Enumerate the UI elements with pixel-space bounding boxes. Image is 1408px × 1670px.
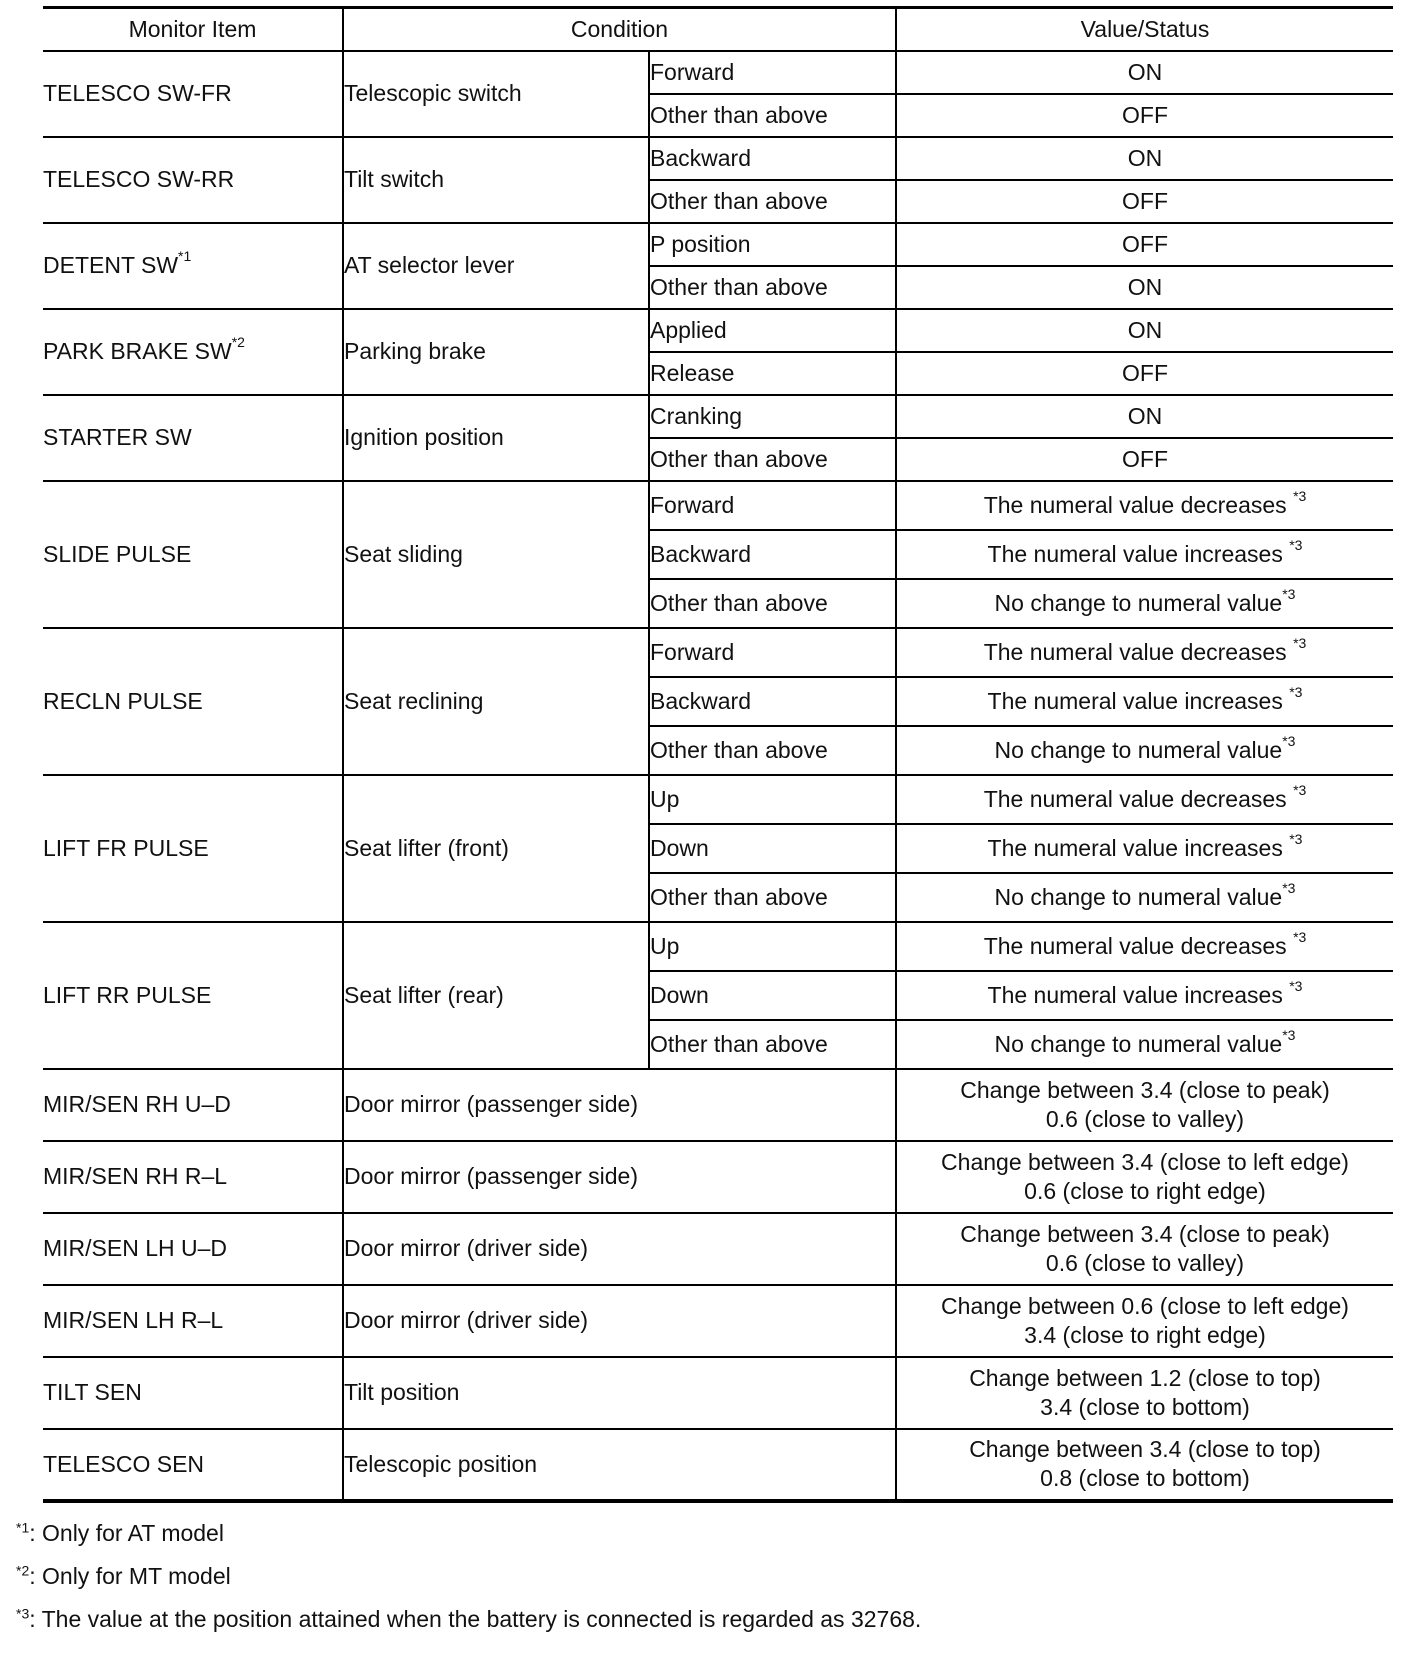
footnote-text: : Only for AT model: [29, 1520, 224, 1546]
sub-condition-cell: Up: [649, 922, 896, 971]
value-status-cell: [896, 180, 1393, 223]
monitor-item-cell: MIR/SEN RH U–D: [43, 1069, 343, 1141]
value-line: 0.6 (close to right edge): [1024, 1177, 1266, 1204]
sub-condition-cell: Other than above: [649, 579, 896, 628]
value-text: No change to numeral value: [994, 589, 1283, 616]
condition-cell: Telescopic switch: [343, 51, 649, 137]
table-row: [43, 481, 1393, 530]
footnote-mark: *3: [1282, 879, 1296, 896]
sub-condition-cell: P position: [649, 223, 896, 266]
value-text: The numeral value decreases: [983, 785, 1294, 812]
sub-condition-cell: Backward: [649, 530, 896, 579]
monitor-item-cell: [43, 481, 343, 628]
value-text: The numeral value decreases: [983, 638, 1294, 665]
value-line: Change between 3.4 (close to left edge): [941, 1148, 1349, 1175]
value-line: Change between 3.4 (close to peak): [960, 1220, 1330, 1247]
value-line: 0.6 (close to valley): [1045, 1249, 1245, 1276]
footnote-mark: *1: [178, 248, 192, 265]
table-row: [43, 309, 1393, 352]
value-text: No change to numeral value: [994, 1030, 1283, 1057]
value-text: ON: [1127, 58, 1163, 85]
value-line: 3.4 (close to bottom): [1040, 1393, 1250, 1420]
table-row: [43, 223, 1393, 266]
sub-condition-cell: Cranking: [649, 395, 896, 438]
condition-cell: Seat sliding: [343, 481, 649, 628]
value-text: No change to numeral value: [994, 736, 1283, 763]
monitor-item-cell: MIR/SEN LH R–L: [43, 1285, 343, 1357]
condition-cell: Ignition position: [343, 395, 649, 481]
monitor-item-cell: [43, 775, 343, 922]
sub-condition-cell: Backward: [649, 677, 896, 726]
footnote-mark: *3: [1289, 977, 1303, 994]
table-row: [43, 775, 1393, 824]
table-row: [43, 1069, 1393, 1141]
value-text: OFF: [1122, 445, 1168, 472]
value-line: Change between 3.4 (close to peak): [960, 1076, 1330, 1103]
sub-condition-cell: Up: [649, 775, 896, 824]
monitor-item-cell: [43, 137, 343, 223]
value-line: 0.6 (close to valley): [1045, 1105, 1245, 1132]
value-status-cell: [896, 438, 1393, 481]
footnote-mark: *3: [1282, 585, 1296, 602]
footnote-mark: *3: [16, 1605, 30, 1622]
value-status-cell: [896, 51, 1393, 94]
value-status-cell: [896, 352, 1393, 395]
sub-condition-cell: Other than above: [649, 873, 896, 922]
sub-condition-cell: Other than above: [649, 266, 896, 309]
sub-condition-cell: Backward: [649, 137, 896, 180]
sub-condition-cell: Forward: [649, 51, 896, 94]
monitor-item-cell: [43, 922, 343, 1069]
sub-condition-cell: Down: [649, 971, 896, 1020]
header-monitor-item: Monitor Item: [43, 8, 343, 51]
condition-cell: AT selector lever: [343, 223, 649, 309]
condition-cell: Tilt switch: [343, 137, 649, 223]
value-text: ON: [1127, 144, 1163, 171]
value-text: ON: [1127, 273, 1163, 300]
value-text: The numeral value increases: [987, 981, 1290, 1008]
footnote-mark: *1: [16, 1519, 30, 1536]
table-body: [43, 51, 1393, 1501]
value-text: The numeral value decreases: [983, 491, 1294, 518]
value-status-cell: [896, 1141, 1393, 1213]
value-status-cell: [896, 94, 1393, 137]
value-status-cell: [896, 873, 1393, 922]
sub-condition-cell: Release: [649, 352, 896, 395]
monitor-item-label: RECLN PULSE: [43, 687, 203, 714]
value-status-cell: [896, 579, 1393, 628]
monitor-item-cell: TILT SEN: [43, 1357, 343, 1429]
footnote-mark: *3: [1282, 732, 1296, 749]
monitor-item-cell: MIR/SEN LH U–D: [43, 1213, 343, 1285]
monitor-item-cell: TELESCO SEN: [43, 1429, 343, 1501]
monitor-item-cell: [43, 51, 343, 137]
value-status-cell: [896, 395, 1393, 438]
sub-condition-cell: Other than above: [649, 180, 896, 223]
value-line: Change between 3.4 (close to top): [969, 1436, 1321, 1462]
condition-cell: Seat reclining: [343, 628, 649, 775]
value-status-cell: [896, 971, 1393, 1020]
value-status-cell: [896, 922, 1393, 971]
value-text: OFF: [1122, 230, 1168, 257]
footnote-text: : The value at the position attained when the battery is connected is regarded as 32768.: [29, 1606, 922, 1632]
value-status-cell: [896, 481, 1393, 530]
sub-condition-cell: Applied: [649, 309, 896, 352]
value-text: The numeral value decreases: [983, 932, 1294, 959]
value-status-cell: [896, 223, 1393, 266]
monitor-item-label: TELESCO SW-RR: [43, 166, 235, 192]
footnote-mark: *3: [1289, 536, 1303, 553]
table-row: [43, 51, 1393, 94]
value-line: Change between 1.2 (close to top): [969, 1364, 1321, 1391]
footnote-mark: *3: [1289, 683, 1303, 700]
value-status-cell: [896, 1429, 1393, 1501]
table-row: [43, 922, 1393, 971]
monitor-item-cell: [43, 628, 343, 775]
table-row: [43, 628, 1393, 677]
monitor-item-cell: [43, 309, 343, 395]
footnote-mark: *3: [1282, 1026, 1296, 1043]
table-row: [43, 1285, 1393, 1357]
footnote-mark: *3: [1289, 830, 1303, 847]
header-condition: Condition: [343, 8, 896, 51]
header-value-status: Value/Status: [896, 8, 1393, 51]
value-status-cell: [896, 628, 1393, 677]
value-status-cell: [896, 775, 1393, 824]
value-text: The numeral value increases: [987, 540, 1290, 567]
footnote-mark: *3: [1293, 781, 1307, 798]
value-text: The numeral value increases: [987, 687, 1290, 714]
value-status-cell: [896, 137, 1393, 180]
value-text: OFF: [1122, 359, 1168, 386]
value-line: Change between 0.6 (close to left edge): [941, 1292, 1349, 1319]
header-row: [43, 8, 1393, 51]
value-status-cell: [896, 1020, 1393, 1069]
table-row: [43, 1213, 1393, 1285]
value-status-cell: [896, 677, 1393, 726]
sub-condition-cell: Forward: [649, 481, 896, 530]
condition-cell: Telescopic position: [343, 1429, 896, 1501]
footnote: [16, 1555, 921, 1598]
table-row: [43, 1357, 1393, 1429]
table-row: [43, 137, 1393, 180]
condition-cell: Door mirror (passenger side): [343, 1069, 896, 1141]
value-status-cell: [896, 1357, 1393, 1429]
value-status-cell: [896, 1213, 1393, 1285]
footnote-mark: *3: [1293, 487, 1307, 504]
monitor-item-label: STARTER SW: [43, 424, 192, 450]
value-status-cell: [896, 726, 1393, 775]
condition-cell: Door mirror (driver side): [343, 1213, 896, 1285]
monitor-item-label: LIFT FR PULSE: [43, 834, 209, 861]
value-text: ON: [1127, 316, 1163, 343]
sub-condition-cell: Other than above: [649, 726, 896, 775]
monitor-item-cell: [43, 395, 343, 481]
table-row: [43, 395, 1393, 438]
value-line: 0.8 (close to bottom): [1040, 1465, 1250, 1491]
footnote: [16, 1598, 921, 1641]
value-text: OFF: [1122, 187, 1168, 214]
footnote-mark: *3: [1293, 634, 1307, 651]
value-text: ON: [1127, 402, 1163, 429]
value-text: No change to numeral value: [994, 883, 1283, 910]
table-row: [43, 1429, 1393, 1501]
monitor-item-cell: MIR/SEN RH R–L: [43, 1141, 343, 1213]
condition-cell: Seat lifter (rear): [343, 922, 649, 1069]
condition-cell: Door mirror (driver side): [343, 1285, 896, 1357]
sub-condition-cell: Other than above: [649, 438, 896, 481]
sub-condition-cell: Other than above: [649, 1020, 896, 1069]
monitor-item-cell: [43, 223, 343, 309]
monitor-item-label: PARK BRAKE SW: [43, 338, 232, 364]
value-status-cell: [896, 309, 1393, 352]
value-status-cell: [896, 266, 1393, 309]
monitor-item-label: SLIDE PULSE: [43, 540, 192, 567]
footnotes: [16, 1512, 921, 1641]
value-line: 3.4 (close to right edge): [1024, 1321, 1266, 1348]
condition-cell: Seat lifter (front): [343, 775, 649, 922]
condition-cell: Door mirror (passenger side): [343, 1141, 896, 1213]
value-status-cell: [896, 1285, 1393, 1357]
sub-condition-cell: Down: [649, 824, 896, 873]
footnote-mark: *2: [16, 1562, 30, 1579]
condition-cell: Parking brake: [343, 309, 649, 395]
condition-cell: Tilt position: [343, 1357, 896, 1429]
value-text: The numeral value increases: [987, 834, 1290, 861]
footnote-mark: *2: [231, 334, 245, 351]
sub-condition-cell: Other than above: [649, 94, 896, 137]
footnote-text: : Only for MT model: [29, 1563, 231, 1589]
monitor-item-label: DETENT SW: [43, 252, 179, 278]
table-row: [43, 1141, 1393, 1213]
value-status-cell: [896, 824, 1393, 873]
monitor-table: [43, 6, 1393, 1503]
value-text: OFF: [1122, 101, 1168, 128]
footnote-mark: *3: [1293, 928, 1307, 945]
value-status-cell: [896, 1069, 1393, 1141]
monitor-item-label: LIFT RR PULSE: [43, 981, 212, 1008]
monitor-item-label: TELESCO SW-FR: [43, 80, 232, 106]
footnote: [16, 1512, 921, 1555]
value-status-cell: [896, 530, 1393, 579]
sub-condition-cell: Forward: [649, 628, 896, 677]
